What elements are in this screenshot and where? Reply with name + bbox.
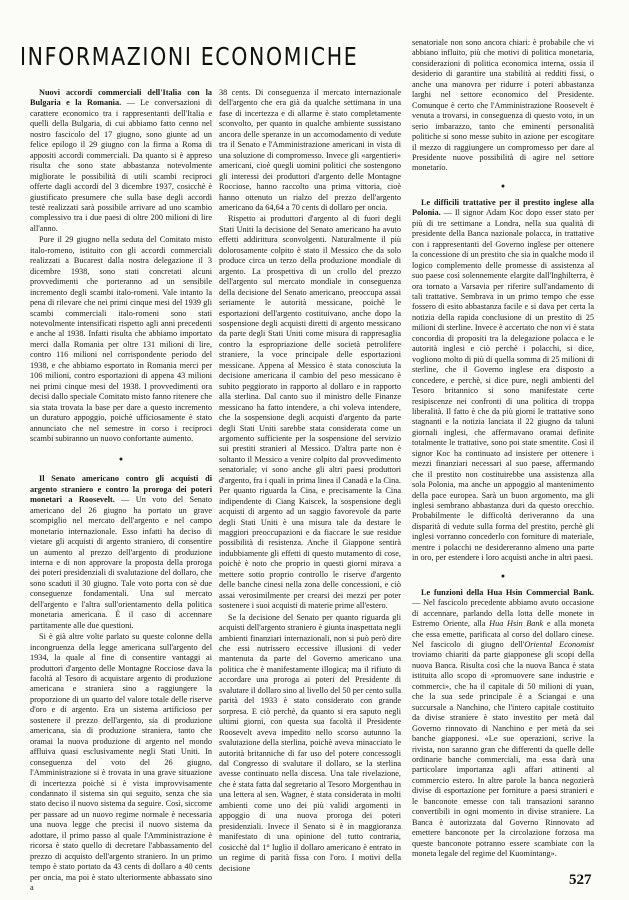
column-3 bbox=[412, 38, 594, 860]
separator-dot-icon: ● bbox=[500, 571, 506, 580]
bank-name-italic: Hua Hsin Bank bbox=[489, 619, 544, 629]
article-paragraph: Se la decisione del Senato per quanto riguarda gli acquisti dell'argento straniero è giunta inaspettata negli ambienti finanziari internazionali, non si può però dire che essi nutrissero eccessive illusioni di veder mantenuta da parte del Governo americano una politica che è manifestamente illogica; ma il rifiuto di accordare una proroga ai poteri del Presidente di svalutare il dollaro sino al livello del 50 per cento sulla parità del 1933 è stato considerato con grande sorpresa. E ciò perchè, da quanto si era saputo negli ultimi giorni, con questa sua facoltà il Presidente Roosevelt aveva impedito nello scorso autunno la svalutazione della sterlina, poichè aveva minacciato le autorità britanniche di far uso del potere concessogli dal Congresso di svalutare il dollaro, se la sterlina avesse continuato nella discesa. Una tale rivelazione, che è stata fatta dal segretario al Tesoro Morgenthau in una lettera al sen. Wagner, è stata considerata in molti ambienti come uno dei più validi argomenti in appoggio di una nuova proroga dei poteri presidenziali. Invece il Senato si è in maggioranza manifestato di una opinione del tutto contraria, cosicchè dal 1° luglio il dollaro americano è entrato in un regime di parità fissa con l'oro. I motivi della decisione bbox=[219, 612, 401, 873]
column-1 bbox=[30, 88, 212, 894]
article-paragraph: 38 cents. Di conseguenza il mercato internazionale dell'argento che era già da qualche settimana in una fase di incertezza e di allarme è stato completamente sconvolto, per quanto in qualche ambiente sussistano ancora delle speranze in un accomodamento di vedute tra il Senato e l'Amministrazione americani in vista di una soluzione di compromesso. Invece gli «argentieri» americani, cioè quegli uomini politici che sostengono gli interessi dei produttori d'argento delle Montagne Rocciose, hanno raccolto una prima vittoria, cioè hanno ottenuto un rialzo del prezzo dell'argento americano da 64,64 a 70 cents di dollaro per oncia. bbox=[219, 88, 401, 212]
column-2 bbox=[219, 88, 401, 874]
article-paragraph bbox=[30, 474, 212, 631]
article-paragraph: Pure il 29 giugno nella seduta del Comitato misto italo-romeno, istituito con gli accordi commerciali realizzati a Bucarest dalla nostra delegazione il 3 dicembre 1938, sono stati concretati alcuni provvedimenti che porteranno ad un sensibile incremento degli scambi italo-romeni. Vale intanto la pena di rilevare che nei primi cinque mesi del 1939 gli scambi commerciali italo-romeni sono stati notevolmente intensificati rispetto agli anni precedenti e anche al 1938. Infatti risulta che abbiamo importato merci dalla Romania per oltre 131 milioni di lire, contro 116 milioni nel corrispondente periodo del 1938, e che abbiamo esportato in Romania merci per 106 milioni, contro esportazioni di appena 43 milioni nei primi cinque mesi del 1938. I provvedimenti ora decisi dallo speciale Comitato misto fanno ritenere che sia stata trovata la base per dare a questo incremento un duraturo appoggio, poichè ufficiosamente è stato annunciato che nel semestre in corso i reciproci scambi subiranno un nuovo confortante aumento. bbox=[30, 235, 212, 443]
article-lead: — Le conversazioni di carattere economico tra i rappresentanti dell'Italia e quelli della Bulgaria, di cui abbiamo fatto cenno nel nostro fascicolo del 17 giugno, sono giunte ad un felice epilogo il 29 giugno con la firma a Roma di appositi accordi commerciali. Da quanto si è appreso risulta che sono state abbastanza notevolmente migliorate le possibilità di utili scambi reciproci offerte dagli accordi del 3 dicembre 1937, cosicchè è giustificato presumere che sulla base degli accordi testè realizzati sarà possibile arrivare ad uno scambio complessivo tra i due paesi di oltre 200 milioni di lire all'anno. bbox=[30, 98, 212, 233]
article-heading: Il Senato americano contro gli acquisti di argento straniero e contro la proroga dei poteri monetari a Roosevelt. bbox=[30, 474, 212, 505]
article-paragraph: senatoriale non sono ancora chiari: è probabile che vi abbiano influito, più che motivi di politica monetaria, considerazioni di politica economica interna, ossia il desiderio di garantire una stabilità ai redditi fissi, o anche una manovra per ridurre i poteri abbastanza larghi nel settore economico del Presidente. Comunque è certo che l'Amministrazione Roosevelt è venuta a trovarsi, in conseguenza di questo voto, in un serio imbarazzo, tanto che eminenti personalità politiche si sono messe subito in azione per escogitare il mezzo di raggiungere un compromesso per dare al Presidente nuove possibilità di agire nel settore monetario. bbox=[412, 38, 594, 173]
article-lead: — Il signor Adam Koc dopo esser stato per più di tre settimane a Londra, nella sua qualità di presidente della Banca nazionale polacca, in trattative con i rappresentanti del Governo inglese per ottenere la concessione di un prestito che sia in qualche modo il logico complemento delle promesse di assistenza al suo paese così solennemente elargite dall'Inghilterra, è ora tornato a Varsavia per riferire sull'andamento di tali trattative. Sembrava in un primo tempo che esse fossero di esito abbastanza facile e si dava per certa la notizia della rapida conclusione di un prestito di 25 milioni di sterline. Invece è accertato che non vi è stata concordia di propositi tra la delegazione polacca e le autorità inglesi e ciò perchè i polacchi, si dice, vogliono molto di più di quella somma di 25 milioni di sterline, che il Governo inglese era disposto a concedere, e perchè, si dice pure, negli ambienti del Tesoro britannico si sono manifestate certe resipiscenze nei confronti di una politica di troppa liberalità. Il fatto è che da più giorni le trattative sono stagnanti e la notizia lanciata il 22 giugno da taluni giornali inglesi, che affermavano oramai definite totalmente le trattative, sono poi state smentite. Così il signor Koc ha continuato ad insistere per ottenere i mezzi finanziari necessari al suo paese, affermando che il prestito non costituirebbe una assistenza alla sola Polonia, ma anche un appoggio al mantenimento della pace europea. Sarà un buon argomento, ma gli inglesi sembrano abbastanza duri da questo orecchio. Probabilmente le difficoltà deriveranno da una disparità di vedute sulla forma del prestito, perchè gli inglesi vorranno concederlo con forniture di materiale, mentre i polacchi ne desidereranno almeno una parte in oro, per estendere i loro acquisti anche in altri paesi. bbox=[412, 208, 594, 563]
article-heading: Nuovi accordi commerciali dell'Italia con la Bulgaria e la Romania. bbox=[30, 88, 212, 108]
article-paragraph bbox=[412, 198, 594, 564]
separator-dot-icon: ● bbox=[500, 181, 506, 190]
article-paragraph: Rispetto ai produttori d'argento al di fuori degli Stati Uniti la decisione del Senato americano ha avuto effetti addirittura sconvolgenti. Naturalmente il più dolorosamente colpito è stato il Messico che da solo produce circa un terzo della produzione mondiale di argento. La prospettiva di un crollo del prezzo dell'argento sul mercato mondiale in conseguenza della decisione del Senato americano, preoccupa assai seriamente le autorità messicane, poichè le esportazioni dell'argento costituivano, anche dopo la sospensione degli acquisti diretti di argento messicano da parte degli Stati Uniti come misura di rappresaglia contro la espropriazione delle società petrolifere straniere, la voce principale delle esportazioni messicane. Appena al Messico è stata conosciuta la decisione americana il cambio del peso messicano è subito peggiorato in rapporto al dollaro e in rapporto alla sterlina. Dal canto suo il ministro delle Finanze messicano ha fatto intendere, a chi voleva intendere, che la sospensione degli acquisti d'argento da parte degli Stati Uniti sarebbe stata considerata come un argomento sufficiente per la sospensione del servizio sui prestiti stranieri al Messico. D'altra parte non è soltanto il Messico a venire colpito dal provvedimento senatoriale; vi sono anche gli altri paesi produttori d'argento, fra i quali in prima linea il Canadà e la Cina. Per quanto riguarda la Cina, e precisamente la Cina indipendente di Ciang Kaiscek, la sospensione degli acquisti di argento ad un saggio favorevole da parte degli Stati Uniti è una misura tale da destare le maggiori preoccupazioni e da fiaccare le sue residue possibilità di resistenza. Anche il Giappone sentirà indubbiamente gli effetti di questo mutamento di cose, poichè è noto che proprio in questi giorni mirava a mettere sotto proprio controllo le riserve d'argento delle banche cinesi nella zona delle concessioni, e ciò assai verosimilmente per crearsi dei mezzi per poter sostenere i suoi acquisti di materie prime all'estero. bbox=[219, 214, 401, 611]
article-heading: Le funzioni della Hua Hsin Commercial Bank. bbox=[421, 587, 594, 597]
section-title: INFORMAZIONI ECONOMICHE bbox=[20, 42, 359, 71]
article-lead: — Un voto del Senato americano del 26 giugno ha portato un grave scompiglio nel mercato dell'argento e nel campo monetario internazionale. Esso infatti ha deciso di vietare gli acquisti di argento straniero, di consentire un aumento al prezzo dell'argento di produzione interna e di non approvare la proposta della proroga dei poteri presidenziali di svalutazione del dollaro, che sono scaduti il 30 giugno. Tale voto porta con sè due conseguenze fondamentali. Una sul mercato dell'argento e l'altra sull'orientamento della politica monetaria americana. È il caso di accennare partitamente alle due questioni. bbox=[30, 495, 212, 630]
publication-name-italic: Oriental Economist bbox=[524, 640, 594, 650]
article-paragraph: Si è già altre volte parlato su queste colonne della incongruenza della legge americana sull'argento del 1934, la quale al fine di consentire vantaggi ai produttori d'argento delle Montagne Rocciose dava la facoltà al Tesoro di acquistare argento di produzione americana e straniera sino a raggiungere la proporzione di un quarto del valore totale delle riserve d'oro e di argento. Era un sistema artificioso per sostenere il prezzo dell'argento, sia di produzione americana, sia di produzione straniera, tanto che oramai la nuova produzione di argento nel mondo affluiva quasi esclusivamente negli Stati Uniti. In conseguenza del voto del 26 giugno, l'Amministrazione si è trovata in una grave situazione di incertezza poichè si è vista improvvisamente condannato il sistema sin qui seguito, senza che sia stato deciso il nuovo sistema da seguire. Così, siccome per passare ad un nuovo regime normale è necessaria una nuova legge che precisi il nuovo sistema da adottare, il primo passo al quale l'Amministrazione è ricorsa è stato quello di decretare l'abbassamento del prezzo di acquisto dell'argento straniero. In un primo tempo è stato portato da 43 cents di dollaro a 40 cents per oncia, ma poi è stato ulteriormente abbassato sino a bbox=[30, 632, 212, 893]
article-paragraph: Le funzioni della Hua Hsin Commercial Bank. — Nel fascicolo precedente abbiamo avuto occasione di accennare, parlando della lotta delle monete in Estremo Oriente, alla Hua Hsin Bank e alla moneta che essa emette, parificata al corso del dollaro cinese. Nel fascicolo di giugno dell'Oriental Economist troviamo chiariti da parte giapponese gli scopi della nuova Banca. Risulta così che la nuova Banca è stata istituita allo scopo di «promuovere sane industrie e commerci», che ha il capitale di 50 milioni di yuan, che la sua sede principale è a Sciangai e una succursale a Nanchino, che l'intero capitale costituito da divise straniere è stato investito per metà dal Governo rinnovato di Nanchino e per metà da sei banche giapponesi. «Le sue operazioni, scrive la rivista, non saranno gran che differenti da quelle delle ordinarie banche commerciali, ma essa darà una particolare importanza agli affari attinenti al commercio estero. In altre parole la banca negozierà divise di esportazione per forniture a paesi stranieri e le banconote emesse con tali transazioni saranno convertibili in ogni momento in divise straniere. La Banca è autorizzata dal Governo Rinnovato ad emettere banconote per la circolazione forzosa ma queste banconote potranno essere scambiate con la moneta legale del regime del Kuomintang». bbox=[412, 587, 595, 859]
article-heading: Le difficili trattative per il prestito inglese alla Polonia. bbox=[412, 197, 594, 218]
article-paragraph bbox=[30, 88, 212, 234]
page-number: 527 bbox=[569, 872, 592, 888]
separator-dot-icon: ● bbox=[118, 455, 124, 464]
